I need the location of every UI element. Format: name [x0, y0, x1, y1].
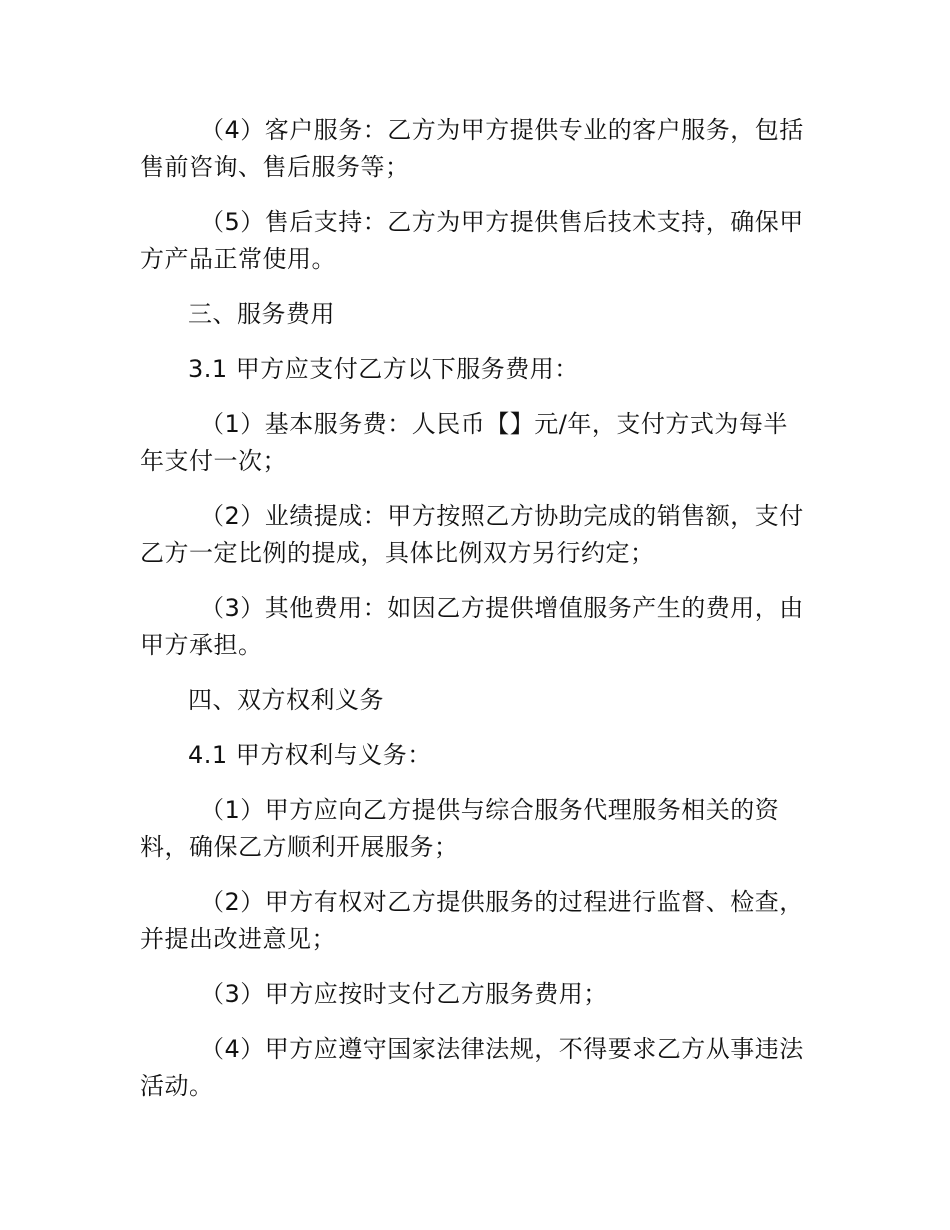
paragraph-provide-materials: （1）甲方应向乙方提供与综合服务代理服务相关的资料，确保乙方顺利开展服务； [140, 796, 780, 861]
paragraph-timely-payment: （3）甲方应按时支付乙方服务费用； [200, 980, 608, 1008]
paragraph-performance-commission: （2）业绩提成：甲方按照乙方协助完成的销售额，支付乙方一定比例的提成，具体比例双方另行约定； [140, 502, 804, 567]
paragraph-customer-service: （4）客户服务：乙方为甲方提供专业的客户服务，包括售前咨询、售后服务等； [140, 116, 804, 181]
clause-4-1: 4.1 甲方权利与义务： [188, 741, 432, 769]
section-heading-service-fees: 三、服务费用 [188, 300, 335, 328]
clause-3-1: 3.1 甲方应支付乙方以下服务费用： [188, 355, 579, 383]
section-heading-rights-obligations: 四、双方权利义务 [188, 686, 384, 714]
paragraph-supervision: （2）甲方有权对乙方提供服务的过程进行监督、检查，并提出改进意见； [140, 888, 804, 953]
paragraph-other-fees: （3）其他费用：如因乙方提供增值服务产生的费用，由甲方承担。 [140, 594, 804, 659]
paragraph-after-sales-support: （5）售后支持：乙方为甲方提供售后技术支持，确保甲方产品正常使用。 [140, 208, 804, 273]
paragraph-basic-service-fee: （1）基本服务费：人民币【】元/年，支付方式为每半年支付一次； [140, 410, 788, 475]
paragraph-legal-compliance: （4）甲方应遵守国家法律法规，不得要求乙方从事违法活动。 [140, 1035, 804, 1100]
